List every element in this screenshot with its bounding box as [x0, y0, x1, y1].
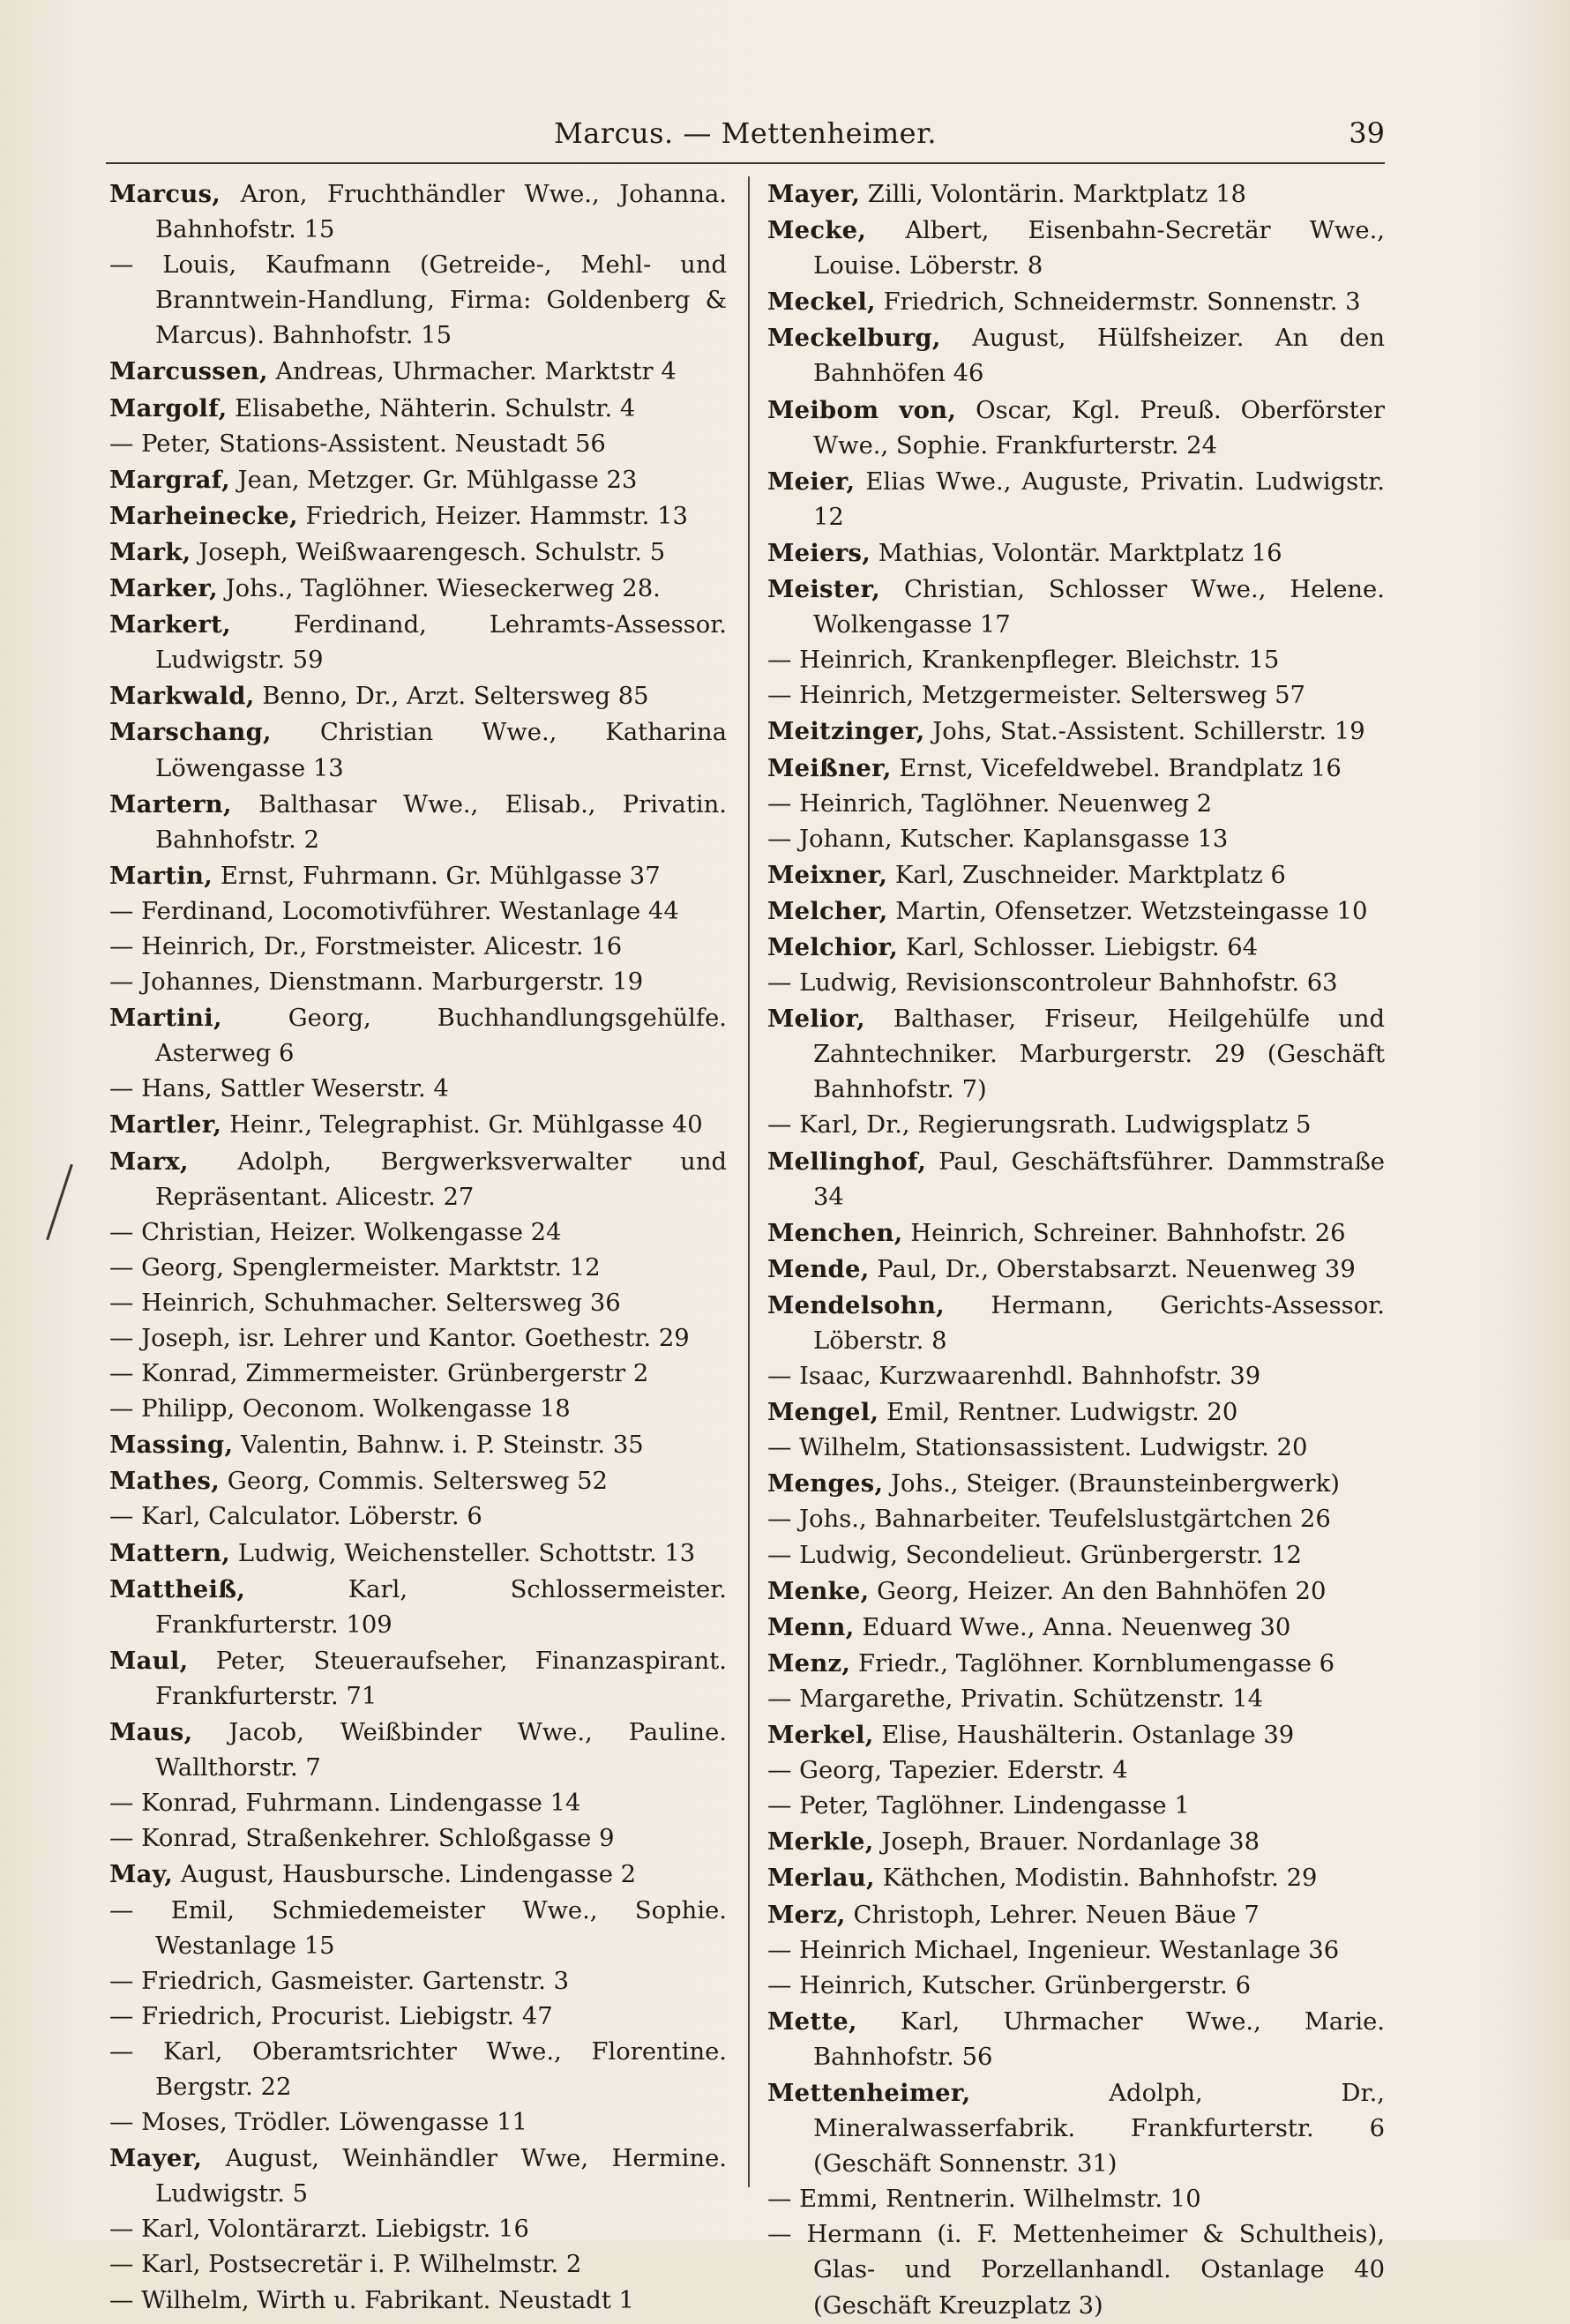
entry-surname: Meißner,	[767, 753, 892, 782]
directory-entry	[109, 498, 727, 534]
entry-details: — Margarethe, Privatin. Schützenstr. 14	[767, 1685, 1264, 1713]
entry-details: — Heinrich, Metzgermeister. Seltersweg 57	[767, 682, 1305, 710]
directory-entry	[767, 176, 1385, 213]
entry-details: — Georg, Tapezier. Ederstr. 4	[767, 1757, 1128, 1785]
entry-details: Joseph, Weißwaarengesch. Schulstr. 5	[198, 538, 666, 566]
directory-entry	[109, 1215, 727, 1251]
entry-details: — Hermann (i. F. Mettenheimer & Schultheis), Glas- und Porzellanhandl. Ostanlage 40 (Geschäft Kreuzplatz 3)	[767, 2221, 1385, 2320]
entry-surname: Melior,	[767, 1005, 865, 1034]
directory-entry	[767, 1897, 1385, 1933]
entry-surname: Markert,	[109, 610, 231, 639]
directory-entry	[767, 284, 1385, 320]
entry-details: Oscar, Kgl. Preuß. Oberförster Wwe., Sophie. Frankfurterstr. 24	[813, 396, 1385, 460]
directory-entry	[109, 1964, 727, 1999]
directory-entry	[767, 1682, 1385, 1717]
entry-details: — Peter, Stations-Assistent. Neustadt 56	[109, 430, 606, 458]
directory-entry	[109, 462, 727, 498]
entry-details: — Karl, Oberamtsrichter Wwe., Florentine. Bergstr. 22	[109, 2037, 727, 2101]
entry-surname: Melcher,	[767, 896, 888, 925]
entry-details: — Louis, Kaufmann (Getreide-, Mehl- und Branntwein-Handlung, Firma: Goldenberg & Marcus). Bahnhofstr. 15	[109, 251, 727, 350]
entry-surname: Margolf,	[109, 393, 228, 422]
directory-entry	[767, 1969, 1385, 2004]
entry-details: Georg, Heizer. An den Bahnhöfen 20	[877, 1577, 1327, 1605]
entry-surname: Maul,	[109, 1646, 189, 1675]
entry-details: Heinrich, Schreiner. Bahnhofstr. 26	[910, 1219, 1346, 1247]
entry-surname: Marcussen,	[109, 357, 268, 386]
entry-surname: Meckel,	[767, 288, 876, 317]
entry-details: Jean, Metzger. Gr. Mühlgasse 23	[237, 466, 638, 494]
directory-entry	[109, 2035, 727, 2105]
entry-details: — Karl, Dr., Regierungsrath. Ludwigsplatz 5	[767, 1111, 1312, 1140]
directory-entry	[109, 391, 727, 427]
directory-entry	[109, 2247, 727, 2283]
entry-details: — Philipp, Oeconom. Wolkengasse 18	[109, 1395, 571, 1424]
directory-entry	[767, 2182, 1385, 2217]
directory-entry	[109, 1821, 727, 1857]
directory-entry	[109, 1572, 727, 1643]
entry-details: — Emil, Schmiedemeister Wwe., Sophie. Westanlage 15	[109, 1896, 727, 1960]
entry-details: Zilli, Volontärin. Marktplatz 18	[867, 181, 1246, 208]
entry-details: Adolph, Bergwerksverwalter und Repräsentant. Alicestr. 27	[155, 1147, 727, 1211]
entry-details: August, Weinhändler Wwe, Hermine. Ludwigstr. 5	[155, 2145, 727, 2208]
entry-details: Georg, Buchhandlungsgehülfe. Asterweg 6	[155, 1005, 727, 1068]
entry-details: Emil, Rentner. Ludwigstr. 20	[886, 1399, 1238, 1427]
entry-surname: Mathes,	[109, 1467, 221, 1496]
directory-entry	[767, 1610, 1385, 1646]
entry-details: — Isaac, Kurzwaarenhdl. Bahnhofstr. 39	[767, 1363, 1261, 1391]
entry-details: — Johs., Bahnarbeiter. Teufelslustgärtchen 26	[767, 1506, 1331, 1534]
entry-surname: Merkle,	[767, 1827, 874, 1857]
entry-details: — Karl, Calculator. Löberstr. 6	[109, 1503, 482, 1531]
entry-surname: Merlau,	[767, 1864, 875, 1893]
directory-entry	[767, 643, 1385, 678]
entry-surname: Mayer,	[109, 2144, 203, 2173]
directory-entry	[109, 1356, 727, 1392]
entry-surname: Marker,	[109, 574, 218, 603]
entry-surname: Marcus,	[109, 180, 221, 208]
directory-entry	[109, 1427, 727, 1463]
entry-surname: Marschang,	[109, 718, 272, 747]
entry-surname: Merz,	[767, 1900, 846, 1929]
entry-surname: Martler,	[109, 1110, 222, 1140]
directory-entry	[109, 930, 727, 965]
entry-details: Ferdinand, Lehramts-Assessor. Ludwigstr. 59	[155, 611, 727, 675]
entry-details: — Heinrich, Krankenpfleger. Bleichstr. 15	[767, 646, 1280, 675]
entry-details: — Johannes, Dienstmann. Marburgerstr. 19	[109, 968, 644, 997]
directory-entry	[109, 787, 727, 858]
entry-surname: Menn,	[767, 1612, 855, 1641]
entry-details: Martin, Ofensetzer. Wetzsteingasse 10	[895, 897, 1368, 925]
entry-details: — Moses, Trödler. Löwengasse 11	[109, 2109, 527, 2137]
directory-entry	[109, 354, 727, 390]
entry-details: — Wilhelm, Stationsassistent. Ludwigstr. 20	[767, 1434, 1308, 1462]
entry-details: — Ludwig, Revisionscontroleur Bahnhofstr. 63	[767, 969, 1338, 998]
left-column	[109, 176, 727, 2314]
entry-surname: Mayer,	[767, 180, 861, 208]
entry-surname: Mette,	[767, 2006, 857, 2036]
entry-details: — Christian, Heizer. Wolkengasse 24	[109, 1218, 562, 1246]
entry-surname: Mettenheimer,	[767, 2078, 971, 2107]
directory-entry	[109, 1286, 727, 1321]
entry-details: Hermann, Gerichts-Assessor. Löberstr. 8	[813, 1291, 1385, 1355]
directory-entry	[767, 1824, 1385, 1860]
entry-surname: Margraf,	[109, 465, 230, 494]
directory-entry	[767, 1860, 1385, 1896]
directory-entry	[767, 1394, 1385, 1431]
entry-details: Christoph, Lehrer. Neuen Bäue 7	[853, 1901, 1260, 1929]
directory-entry	[109, 1144, 727, 1215]
directory-entry	[767, 1753, 1385, 1789]
entry-details: Käthchen, Modistin. Bahnhofstr. 29	[882, 1864, 1318, 1893]
entry-details: — Friedrich, Gasmeister. Gartenstr. 3	[109, 1967, 570, 1995]
entry-surname: Meibom von,	[767, 395, 957, 424]
entry-details: Valentin, Bahnw. i. P. Steinstr. 35	[241, 1431, 644, 1460]
directory-entry	[109, 1000, 727, 1072]
entry-surname: Mattern,	[109, 1538, 231, 1567]
header-rule	[106, 162, 1385, 164]
directory-entry	[767, 1573, 1385, 1610]
directory-entry	[767, 1001, 1385, 1108]
directory-entry	[767, 392, 1385, 464]
entry-details: August, Hülfsheizer. An den Bahnhöfen 46	[813, 325, 1385, 388]
entry-details: — Emmi, Rentnerin. Wilhelmstr. 10	[767, 2186, 1201, 2214]
entry-details: Eduard Wwe., Anna. Neuenweg 30	[862, 1613, 1291, 1641]
entry-details: Paul, Dr., Oberstabsarzt. Neuenweg 39	[877, 1255, 1356, 1283]
entry-surname: Marheinecke,	[109, 501, 298, 530]
directory-entry	[767, 572, 1385, 643]
directory-entry	[767, 1502, 1385, 1537]
entry-details: Karl, Schlosser. Liebigstr. 64	[905, 933, 1259, 961]
directory-entry	[109, 1499, 727, 1535]
entry-details: — Peter, Taglöhner. Lindengasse 1	[767, 1792, 1190, 1820]
directory-entry	[767, 678, 1385, 714]
entry-surname: May,	[109, 1860, 174, 1889]
entry-surname: Mende,	[767, 1254, 870, 1283]
entry-surname: Mark,	[109, 537, 191, 566]
directory-entry	[767, 1144, 1385, 1215]
entry-surname: Martini,	[109, 1004, 222, 1033]
directory-entry	[767, 1933, 1385, 1969]
directory-entry	[109, 2141, 727, 2212]
entry-details: Ernst, Fuhrmann. Gr. Mühlgasse 37	[220, 862, 661, 890]
entry-details: Benno, Dr., Arzt. Seltersweg 85	[262, 683, 649, 711]
directory-entry	[767, 857, 1385, 893]
directory-entry	[109, 176, 727, 248]
directory-entry	[109, 607, 727, 678]
entry-surname: Menke,	[767, 1576, 870, 1605]
entry-details: — Georg, Spenglermeister. Marktstr. 12	[109, 1253, 601, 1282]
entry-details: — Karl, Postsecretär i. P. Wilhelmstr. 2	[109, 2251, 582, 2279]
entry-details: Ernst, Vicefeldwebel. Brandplatz 16	[899, 754, 1342, 782]
entry-details: Balthasar Wwe., Elisab., Privatin. Bahnhofstr. 2	[155, 790, 727, 854]
directory-entry	[767, 1215, 1385, 1252]
entry-details: Paul, Geschäftsführer. Dammstraße 34	[813, 1147, 1385, 1211]
directory-entry	[767, 2075, 1385, 2182]
entry-details: — Heinrich Michael, Ingenieur. Westanlage 36	[767, 1936, 1340, 1964]
entry-surname: Martern,	[109, 789, 232, 818]
entry-surname: Massing,	[109, 1431, 234, 1460]
entry-surname: Meister,	[767, 575, 881, 604]
entry-details: — Konrad, Zimmermeister. Grünbergerstr 2	[109, 1360, 649, 1388]
entry-details: Karl, Zuschneider. Marktplatz 6	[894, 861, 1286, 889]
entry-details: Elias Wwe., Auguste, Privatin. Ludwigstr. 12	[813, 467, 1385, 531]
directory-entry	[109, 1536, 727, 1572]
directory-entry	[109, 1251, 727, 1286]
directory-entry	[109, 2283, 727, 2319]
entry-surname: Maus,	[109, 1718, 193, 1747]
directory-entry	[767, 893, 1385, 930]
entry-details: Ludwig, Weichensteller. Schottstr. 13	[237, 1539, 696, 1567]
entry-details: Heinr., Telegraphist. Gr. Mühlgasse 40	[229, 1111, 703, 1140]
directory-entry	[109, 894, 727, 930]
page-number: 39	[1349, 116, 1385, 150]
directory-entry	[767, 787, 1385, 822]
entry-details: — Konrad, Straßenkehrer. Schloßgasse 9	[109, 1825, 615, 1853]
entry-surname: Markwald,	[109, 682, 255, 711]
directory-entry	[767, 966, 1385, 1001]
entry-surname: Merkel,	[767, 1721, 874, 1750]
entry-details: Aron, Fruchthändler Wwe., Johanna. Bahnhofstr. 15	[155, 181, 727, 244]
entry-details: Friedrich, Heizer. Hammstr. 13	[305, 502, 688, 530]
directory-entry	[767, 1466, 1385, 1502]
entry-surname: Meier,	[767, 467, 856, 496]
directory-entry	[109, 1072, 727, 1107]
entry-surname: Melchior,	[767, 932, 899, 961]
column-divider	[748, 176, 750, 2187]
directory-entry	[109, 1857, 727, 1893]
entry-surname: Menchen,	[767, 1218, 903, 1247]
entry-details: Mathias, Volontär. Marktplatz 16	[878, 539, 1282, 567]
entry-details: Balthaser, Friseur, Heilgehülfe und Zahntechniker. Marburgerstr. 29 (Geschäft Bahnhofstr. 7)	[813, 1005, 1385, 1104]
directory-entry	[767, 751, 1385, 787]
directory-entry	[767, 1252, 1385, 1288]
directory-entry	[767, 1717, 1385, 1753]
entry-details: — Heinrich, Schuhmacher. Seltersweg 36	[109, 1289, 621, 1317]
directory-entry	[109, 1392, 727, 1427]
entry-details: Johs, Stat.-Assistent. Schillerstr. 19	[932, 718, 1365, 746]
directory-entry	[109, 1999, 727, 2035]
entry-details: Christian, Schlosser Wwe., Helene. Wolkengasse 17	[813, 576, 1385, 639]
directory-entry	[767, 714, 1385, 750]
directory-entry	[109, 858, 727, 894]
directory-entry	[767, 213, 1385, 284]
entry-surname: Menges,	[767, 1469, 884, 1498]
entry-details: — Johann, Kutscher. Kaplansgasse 13	[767, 825, 1229, 853]
entry-details: — Wilhelm, Wirth u. Fabrikant. Neustadt 1	[109, 2286, 634, 2314]
entry-details: — Karl, Volontärarzt. Liebigstr. 16	[109, 2216, 529, 2244]
entry-surname: Meitzinger,	[767, 717, 925, 746]
entry-details: — Hans, Sattler Weserstr. 4	[109, 1075, 449, 1103]
directory-entry	[109, 965, 727, 1000]
entry-details: — Heinrich, Kutscher. Grünbergerstr. 6	[767, 1971, 1252, 1999]
entry-details: Johs., Taglöhner. Wieseckerweg 28.	[225, 575, 661, 603]
running-title: Marcus. — Mettenheimer.	[553, 116, 938, 150]
right-column	[767, 176, 1385, 2320]
page-header	[106, 108, 1385, 161]
directory-entry	[767, 320, 1385, 392]
entry-surname: Mattheiß,	[109, 1574, 246, 1603]
directory-entry	[109, 1321, 727, 1356]
entry-details: Peter, Steueraufseher, Finanzaspirant. Frankfurterstr. 71	[155, 1647, 727, 1710]
directory-entry	[109, 1643, 727, 1715]
entry-details: — Heinrich, Taglöhner. Neuenweg 2	[767, 789, 1213, 818]
entry-surname: Meiers,	[767, 538, 871, 567]
directory-entry	[109, 1715, 727, 1786]
entry-details: — Ludwig, Secondelieut. Grünbergerstr. 12	[767, 1541, 1302, 1569]
directory-entry	[767, 535, 1385, 572]
entry-details: — Friedrich, Procurist. Liebigstr. 47	[109, 2002, 553, 2030]
entry-details: Christian Wwe., Katharina Löwengasse 13	[155, 719, 727, 782]
entry-surname: Mecke,	[767, 216, 867, 245]
entry-details: August, Hausbursche. Lindengasse 2	[180, 1861, 637, 1889]
entry-details: Jacob, Weißbinder Wwe., Pauline. Wallthorstr. 7	[155, 1719, 727, 1782]
entry-surname: Mellinghof,	[767, 1147, 927, 1176]
entry-details: Johs., Steiger. (Braunsteinbergwerk)	[891, 1470, 1340, 1498]
directory-entry	[767, 2217, 1385, 2323]
entry-details: Karl, Schlossermeister. Frankfurterstr. 109	[155, 1575, 727, 1639]
directory-entry	[767, 1359, 1385, 1394]
directory-entry	[109, 1786, 727, 1821]
directory-entry	[109, 1463, 727, 1499]
margin-pen-mark	[46, 1164, 73, 1241]
entry-surname: Marx,	[109, 1147, 189, 1176]
directory-entry	[109, 534, 727, 571]
directory-entry	[767, 930, 1385, 966]
entry-details: Elise, Haushälterin. Ostanlage 39	[881, 1722, 1295, 1750]
entry-surname: Meckelburg,	[767, 324, 941, 353]
directory-entry	[767, 1431, 1385, 1466]
entry-details: Adolph, Dr., Mineralwasserfabrik. Frankfurterstr. 6 (Geschäft Sonnenstr. 31)	[813, 2079, 1385, 2178]
entry-details: Karl, Uhrmacher Wwe., Marie. Bahnhofstr. 56	[813, 2007, 1385, 2071]
directory-entry	[109, 2212, 727, 2247]
entry-surname: Martin,	[109, 861, 213, 890]
entry-details: Elisabethe, Nähterin. Schulstr. 4	[235, 394, 636, 422]
entry-details: — Konrad, Fuhrmann. Lindengasse 14	[109, 1790, 581, 1818]
entry-details: Albert, Eisenbahn-Secretär Wwe., Louise. Löberstr. 8	[813, 217, 1385, 280]
directory-entry	[109, 1107, 727, 1143]
entry-details: Joseph, Brauer. Nordanlage 38	[881, 1828, 1260, 1857]
directory-entry	[767, 1538, 1385, 1573]
directory-entry	[109, 427, 727, 462]
directory-entry	[767, 2004, 1385, 2075]
directory-entry	[109, 248, 727, 354]
directory-entry	[767, 1789, 1385, 1824]
directory-entry	[109, 678, 727, 714]
directory-entry	[109, 1894, 727, 1964]
directory-entry	[109, 571, 727, 607]
entry-details: Friedr., Taglöhner. Kornblumengasse 6	[857, 1649, 1335, 1678]
directory-entry	[767, 1108, 1385, 1143]
entry-surname: Mendelsohn,	[767, 1290, 945, 1319]
directory-entry	[109, 2105, 727, 2141]
directory-entry	[109, 714, 727, 786]
directory-entry	[767, 822, 1385, 857]
entry-details: — Ferdinand, Locomotivführer. Westanlage 44	[109, 897, 679, 925]
entry-details: Georg, Commis. Seltersweg 52	[227, 1468, 608, 1496]
entry-surname: Meixner,	[767, 860, 888, 889]
entry-surname: Menz,	[767, 1648, 851, 1678]
directory-entry	[767, 1288, 1385, 1359]
entry-details: Andreas, Uhrmacher. Marktstr 4	[275, 358, 677, 386]
entry-details: — Joseph, isr. Lehrer und Kantor. Goethestr. 29	[109, 1325, 690, 1352]
entry-details: Friedrich, Schneidermstr. Sonnenstr. 3	[883, 288, 1361, 317]
entry-details: — Heinrich, Dr., Forstmeister. Alicestr. 16	[109, 932, 623, 960]
entry-surname: Mengel,	[767, 1398, 879, 1427]
directory-entry	[767, 1646, 1385, 1682]
directory-entry	[767, 464, 1385, 535]
